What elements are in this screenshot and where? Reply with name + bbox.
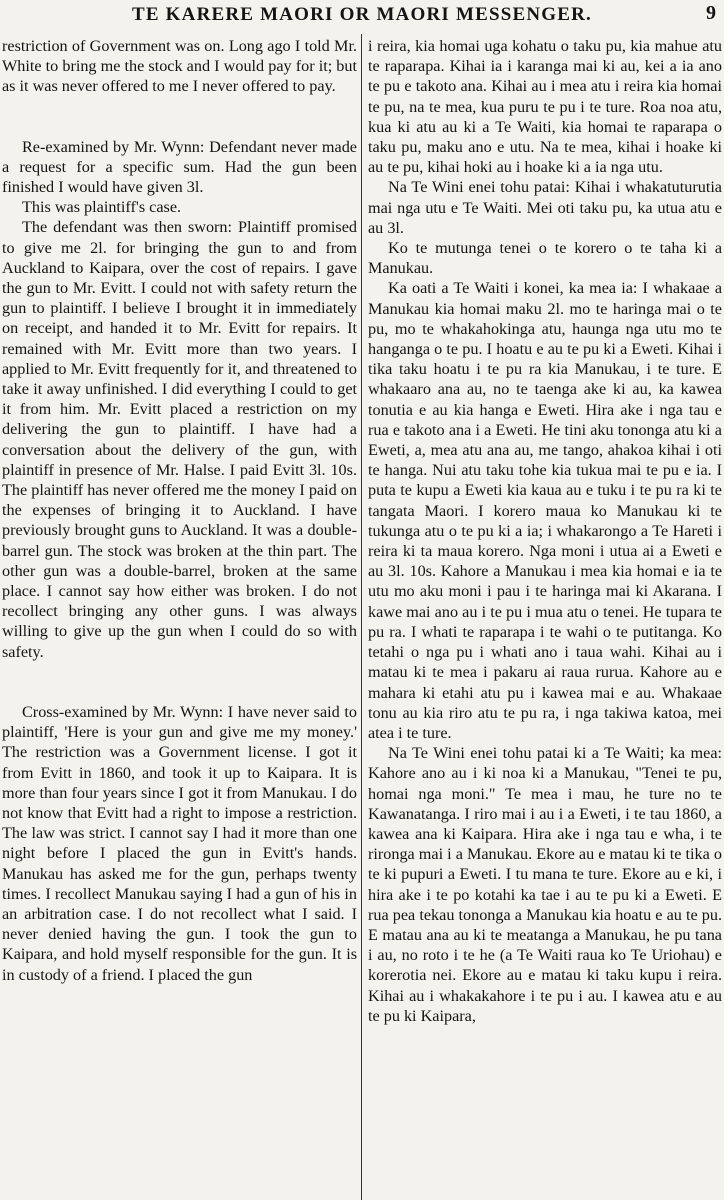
paragraph: Na Te Wini enei tohu patai ki a Te Waiti; ka mea: Kahore ano au i ki noa ki a Manukau, "Tenei te pu, homai nga moni." Te mea i mau, he ture no te Kawanatanga. I riro mai i au i a Eweti, i te tau 1860, a kawea ana ki Kaipara. Hira ake i nga tau e wha, i te rironga mai i a Manukau. Ekore au e matau ki te tika o te ki pupuri a Eweti. I tu mana te ture. Ekore au e ki, i hira ake i te po kotahi ka tae i au te pu ki a Eweti. E rua pea tekau tononga a Manukau kia hoatu e au te pu. E matau ana au ki te meatanga a Manukau, he pu tana i au, no roto i te he (a Te Waiti raua ko Te Uriohau) e korerotia nei. Ekore au e matau ki taku kupu i reira. Kihai au i whakakahore i te pu i au. I kawea atu e au te pu ki Kaipara, (368, 744, 722, 1025)
english-column (2, 36, 357, 1198)
page-header (0, 0, 724, 34)
paragraph: Re-examined by Mr. Wynn: Defendant never made a request for a specific sum. Had the gun been finished I would have given 3l. (2, 137, 357, 197)
maori-column (368, 36, 722, 1198)
paragraph: restriction of Government was on. Long ago I told Mr. White to bring me the stock and I would pay for it; but as it was never offered to me I never offered to pay. (2, 37, 357, 96)
paragraph: The defendant was then sworn: Plaintiff promised to give me 2l. for bringing the gun to and from Auckland to Kaipara, over the cost of repairs. I gave the gun to Mr. Evitt. I could not with safety return the gun to plaintiff. I believe I brought it in immediately on receipt, and handed it to Mr. Evitt for repairs. It remained with Mr. Evitt more than two years. I applied to Mr. Evitt frequently for it, and threatened to take it away unfinished. I did everything I could to get it from him. Mr. Evitt placed a restriction on my delivering the gun to plaintiff. I have had a conversation about the delivery of the gun, with plaintiff in presence of Mr. Halse. I paid Evitt 3l. 10s. The plaintiff has never offered me the money I paid on the expenses of bringing it to Auckland. I have previously brought guns to Auckland. It was a double-barrel gun. The stock was broken at the thin part. The other gun was a double-barrel, broken at the same place. I cannot say how either was broken. I do not recollect bringing any other guns. I was always willing to give up the gun when I could do so with safety. (2, 218, 357, 661)
page-number: 9 (706, 2, 716, 24)
paragraph: Ka oati a Te Waiti i konei, ka mea ia: I whakaae a Manukau kia homai maku 2l. mo te haringa mai o te pu, mo te whakahokinga atu, haunga nga utu mo te hanganga o te pu. I hoatu e au te pu ki a Eweti. Kihai i tika taku hoatu i te pu ra kia Manukau, i te ture. E whakaaro ana au, no te taenga ake ki au, ka kawea tonutia e au kia hanga e Eweti. Hira ake i nga tau e rua e takoto ana i a Eweti. He tini aku tononga atu ki a Eweti, a, mea atu ana au, me tango, ahakoa kihai i oti te hanga. Nui atu taku tohe kia tukua mai te pu e ia. I puta te kupu a Eweti kia kaua au e tuku i te pu ra ki te tangata Maori. I korero maua ko Manukau ki te tukunga atu o te pu ki a ia; i whakarongo a Te Hareti i reira ki ta maua korero. Nga moni i utua ai a Eweti e au 3l. 10s. Kahore a Manukau i mea kia homai e ia te utu mo aku moni i pau i te haringa mai ki Akarana. I kawe mai ano au i te pu i mua atu o tenei. He tupara te pu ra. I whati te raparapa i te wahi o te putitanga. Ko tetahi o nga pu i whati ano i taua wahi. Kihai au i matau ki te mea i pakaru ai raua rurua. Kahore au e mahara ki etahi atu pu i kawea mai e au. Whakaae tonu au kia riro atu te pu ra, i nga takiwa katoa, mei atea i te ture. (368, 279, 722, 742)
paragraph: Cross-examined by Mr. Wynn: I have never said to plaintiff, 'Here is your gun and give me my money.' The restriction was a Government license. I got it from Evitt in 1860, and took it up to Kaipara. It is more than four years since I got it from Manukau. I do not know that Evitt had a right to impose a restriction. The law was strict. I cannot say I had it more than one night before I placed the gun in Evitt's hands. Manukau has asked me for the gun, perhaps twenty times. I recollect Manukau saying I had a gun of his in an arbitration case. I do not recollect what I said. I never denied having the gun. I took the gun to Kaipara, and hold myself responsible for the gun. It is in custody of a friend. I placed the gun (2, 702, 357, 984)
paragraph: Na Te Wini enei tohu patai: Kihai i whakatuturutia mai nga utu e Te Waiti. Mei oti taku pu, ka utua atu e au 3l. (368, 178, 722, 237)
paragraph: This was plaintiff's case. (22, 198, 182, 217)
paragraph: i reira, kia homai uga kohatu o taku pu, kia mahue atu te raparapa. Kihai ia i karanga mai ki au, kei a ia ano te pu e takoto ana. Kihai au i mea atu i reira kia homai te pu, na te mea, kua puru te pu i te ture. Roa noa atu, kua ki atu au ki a Te Waiti, kia homai te raparapa o taku pu, maku ano e utu. Na te mea, kihai i hoake ki au te pu, kihai hoki au i hoake ki a ia nga utu. (368, 37, 722, 177)
column-divider (361, 34, 362, 1200)
paragraph: Ko te mutunga tenei o te korero o te taha ki a Manukau. (368, 239, 722, 278)
newspaper-title: TE KARERE MAORI OR MAORI MESSENGER. (131, 4, 593, 25)
